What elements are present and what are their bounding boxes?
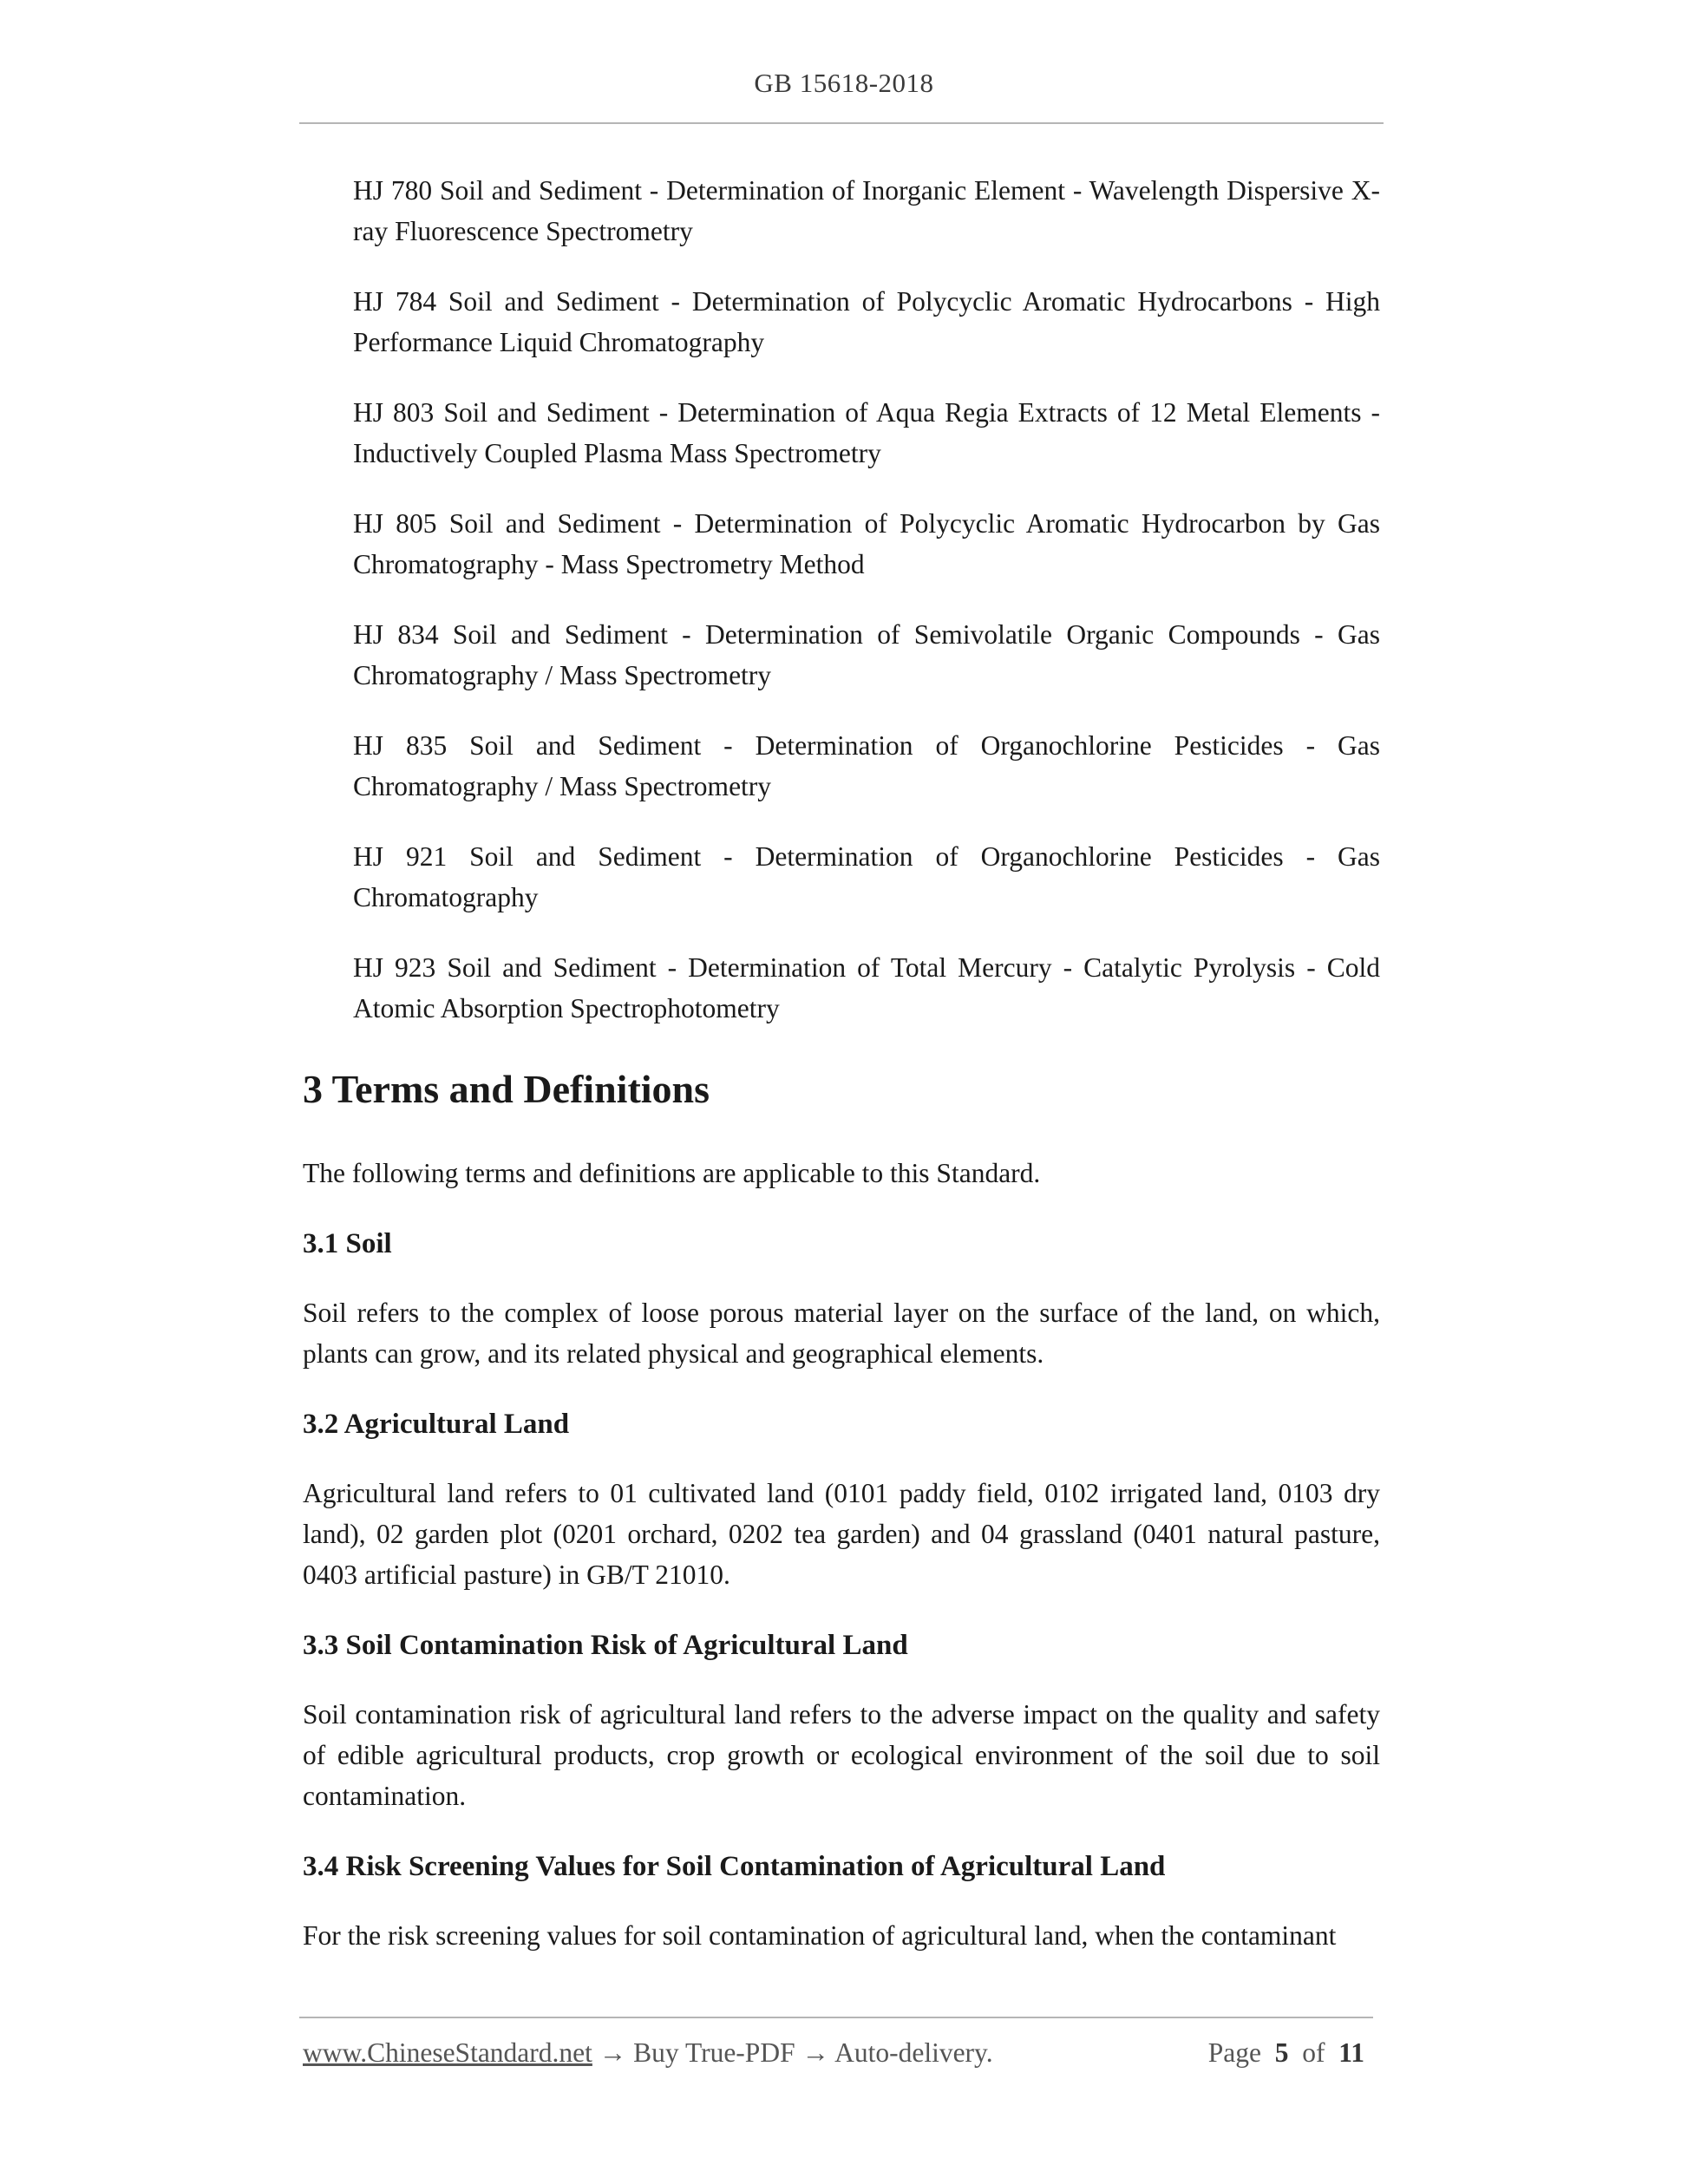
term-heading-contamination-risk: 3.3 Soil Contamination Risk of Agricultural Land [303,1630,908,1661]
section-intro: The following terms and definitions are applicable to this Standard. [303,1158,1041,1188]
reference-item: HJ 784 Soil and Sediment - Determination of Polycyclic Aromatic Hydrocarbons - High Performance Liquid Chromatography [353,286,1380,357]
page-content [303,170,1380,1985]
page-label: Page [1207,2037,1261,2068]
footer-divider [299,2017,1373,2018]
document-header-title: GB 15618-2018 [754,68,934,98]
term-definition-soil: Soil refers to the complex of loose porous material layer on the surface of the land, on which, plants can grow, and its related physical and geographical elements. [303,1298,1380,1369]
reference-item: HJ 780 Soil and Sediment - Determination of Inorganic Element - Wavelength Dispersive X-ray Fluorescence Spectrometry [353,175,1380,246]
reference-item: HJ 805 Soil and Sediment - Determination of Polycyclic Aromatic Hydrocarbon by Gas Chromatography - Mass Spectrometry Method [353,508,1380,579]
term-heading-risk-screening-values: 3.4 Risk Screening Values for Soil Contamination of Agricultural Land [303,1851,1166,1882]
page-current: 5 [1274,2037,1289,2068]
page-number [1208,2037,1364,2069]
page-of-label: of [1302,2037,1325,2068]
page-footer [303,2037,1373,2076]
normative-references-list [303,170,1380,1029]
section-heading: 3 Terms and Definitions [303,1067,710,1111]
term-definition-agricultural-land: Agricultural land refers to 01 cultivated land (0101 paddy field, 0102 irrigated land, 0103 dry land), 02 garden plot (0201 orchard, 0202 tea garden) and 04 grassland (0401 natural pasture, 0403 artificial pasture) in GB/T 21010. [303,1478,1380,1590]
footer-promo-text: → Buy True-PDF → Auto-delivery. [592,2037,993,2068]
term-definition-contamination-risk: Soil contamination risk of agricultural land refers to the adverse impact on the quality and safety of edible agricultural products, crop growth or ecological environment of the soil due to soil contamination. [303,1699,1380,1811]
website-link[interactable]: www.ChineseStandard.net [303,2037,592,2068]
footer-promo [303,2037,993,2069]
reference-item: HJ 834 Soil and Sediment - Determination of Semivolatile Organic Compounds - Gas Chromatography / Mass Spectrometry [353,619,1380,690]
reference-item: HJ 921 Soil and Sediment - Determination of Organochlorine Pesticides - Gas Chromatography [353,841,1380,912]
reference-item: HJ 835 Soil and Sediment - Determination of Organochlorine Pesticides - Gas Chromatography / Mass Spectrometry [353,730,1380,801]
term-heading-agricultural-land: 3.2 Agricultural Land [303,1409,570,1440]
reference-item: HJ 923 Soil and Sediment - Determination of Total Mercury - Catalytic Pyrolysis - Cold Atomic Absorption Spectrophotometry [353,952,1380,1023]
term-definition-risk-screening-values: For the risk screening values for soil contamination of agricultural land, when the contaminant [303,1920,1337,1951]
page-total: 11 [1338,2037,1364,2068]
header-divider [299,122,1384,124]
reference-item: HJ 803 Soil and Sediment - Determination of Aqua Regia Extracts of 12 Metal Elements - Inductively Coupled Plasma Mass Spectrometry [353,397,1380,468]
term-heading-soil: 3.1 Soil [303,1228,392,1259]
